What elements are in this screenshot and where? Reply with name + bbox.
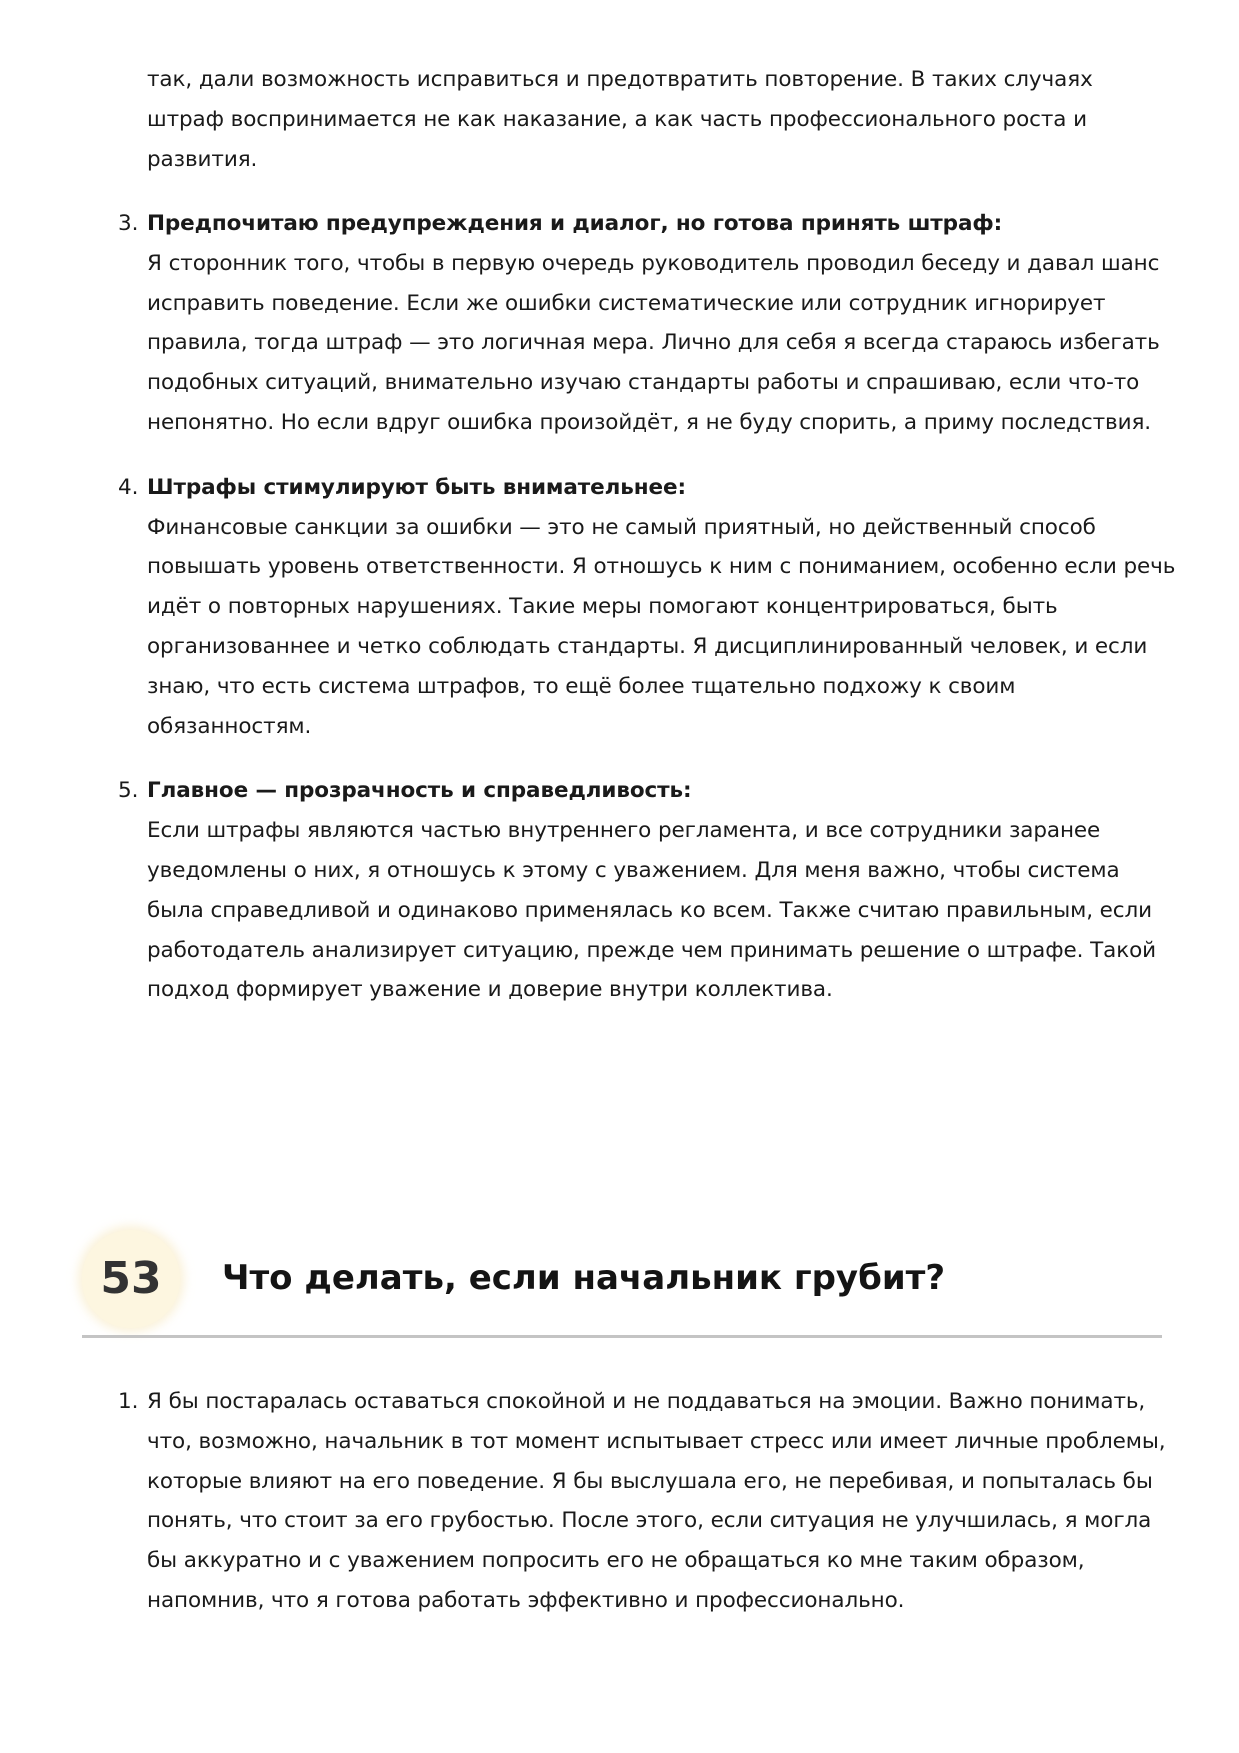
item-number: 1.: [118, 1389, 139, 1414]
item-body: Я сторонник того, чтобы в первую очередь руководитель проводил беседу и давал шанс исправить поведение. Если же ошибки систематические или сотрудник игнорирует правила, тогда штраф — это логичная мера. Лично для себя я всегда стараюсь избегать подобных ситуаций, внимательно изучаю стандарты работы и спрашиваю, если что-то непонятно. Но если вдруг ошибка произойдёт, я не буду спорить, а приму последствия.: [147, 250, 1160, 435]
item-number: 3.: [118, 211, 139, 236]
section-divider: [82, 1335, 1162, 1338]
list-item: [118, 204, 1178, 443]
section-title: Что делать, если начальник грубит?: [222, 1258, 946, 1298]
section-header: [82, 1230, 1162, 1340]
list-item: [118, 771, 1178, 1010]
continuation-paragraph: так, дали возможность исправиться и предотвратить повторение. В таких случаях штраф воспринимается не как наказание, а как часть профессионального роста и развития.: [147, 67, 1093, 172]
list-item: [118, 468, 1178, 747]
section-number: 53: [100, 1253, 162, 1304]
item-body: Я бы постаралась оставаться спокойной и не поддаваться на эмоции. Важно понимать, что, возможно, начальник в тот момент испытывает стресс или имеет личные проблемы, которые влияют на его поведение. Я бы выслушала его, не перебивая, и попыталась бы понять, что стоит за его грубостью. После этого, если ситуация не улучшилась, я могла бы аккуратно и с уважением попросить его не обращаться ко мне таким образом, напомнив, что я готова работать эффективно и профессионально.: [147, 1389, 1166, 1613]
item-body: Финансовые санкции за ошибки — это не самый приятный, но действенный способ повышать уровень ответственности. Я отношусь к ним с пониманием, особенно если речь идёт о повторных нарушениях. Такие меры помогают концентрироваться, быть организованнее и четко соблюдать стандарты. Я дисциплинированный человек, и если знаю, что есть система штрафов, то ещё более тщательно подхожу к своим обязанностям.: [147, 514, 1176, 739]
item-number: 4.: [118, 474, 139, 500]
item-body: Если штрафы являются частью внутреннего регламента, и все сотрудники заранее уведомлены о них, я отношусь к этому с уважением. Для меня важно, чтобы система была справедливой и одинаково применялась ко всем. Также считаю правильным, если работодатель анализирует ситуацию, прежде чем принимать решение о штрафе. Такой подход формирует уважение и доверие внутри коллектива.: [147, 818, 1157, 1003]
section-number-badge: [82, 1230, 180, 1328]
answer-list-section: [118, 1382, 1178, 1621]
answer-list-previous: [118, 204, 1178, 1035]
item-heading: Предпочитаю предупреждения и диалог, но готова принять штраф:: [147, 211, 1003, 236]
item-number: 5.: [118, 778, 139, 804]
list-item: [118, 1382, 1178, 1621]
item-heading: Штрафы стимулируют быть внимательнее:: [147, 474, 687, 500]
item-heading: Главное — прозрачность и справедливость:: [147, 778, 692, 804]
